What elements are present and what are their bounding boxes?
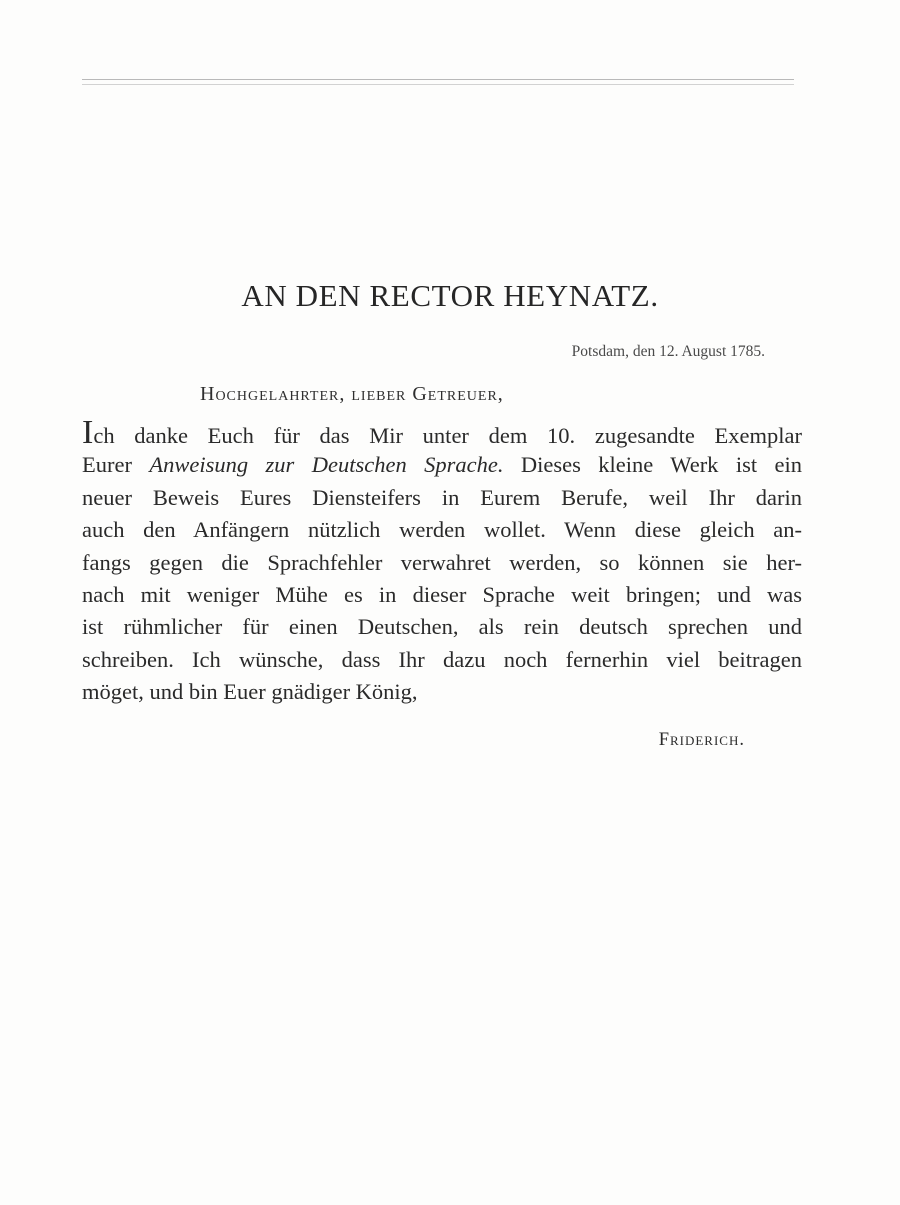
body-line: neuer Beweis Eures Diensteifers in Eurem Berufe, weil Ihr darin <box>82 484 802 510</box>
body-line: nach mit weniger Mühe es in dieser Sprache weit bringen; und was <box>82 581 802 607</box>
top-rule-secondary <box>82 84 794 85</box>
dateline: Potsdam, den 12. August 1785. <box>571 343 765 360</box>
top-rule <box>82 79 794 80</box>
letter-title: AN DEN RECTOR HEYNATZ. <box>241 278 659 313</box>
body-line: fangs gegen die Sprachfehler verwahret werden, so können sie her- <box>82 549 802 575</box>
body-line <box>82 449 802 481</box>
letter-body <box>82 414 803 709</box>
body-line-text: ch danke Euch für das Mir unter dem 10. zugesandte Exemplar <box>93 423 802 448</box>
body-line: auch den Anfängern nützlich werden wollet. Wenn diese gleich an- <box>82 517 802 543</box>
body-line: schreiben. Ich wünsche, dass Ihr dazu noch fernerhin viel beitragen <box>82 646 802 672</box>
book-title: Anweisung zur Deutschen Sprache. <box>149 452 504 478</box>
salutation: Hochgelahrter, lieber Getreuer, <box>200 383 504 405</box>
signature: Friderich. <box>658 730 745 750</box>
body-line-text: Eurer <box>82 452 150 478</box>
body-line: ist rühmlicher für einen Deutschen, als rein deutsch sprechen und <box>82 614 802 640</box>
drop-cap: I <box>82 414 94 451</box>
body-line: möget, und bin Euer gnädiger König, <box>82 679 418 705</box>
body-line <box>82 414 802 451</box>
body-line-text: Dieses kleine Werk ist ein <box>503 452 803 478</box>
